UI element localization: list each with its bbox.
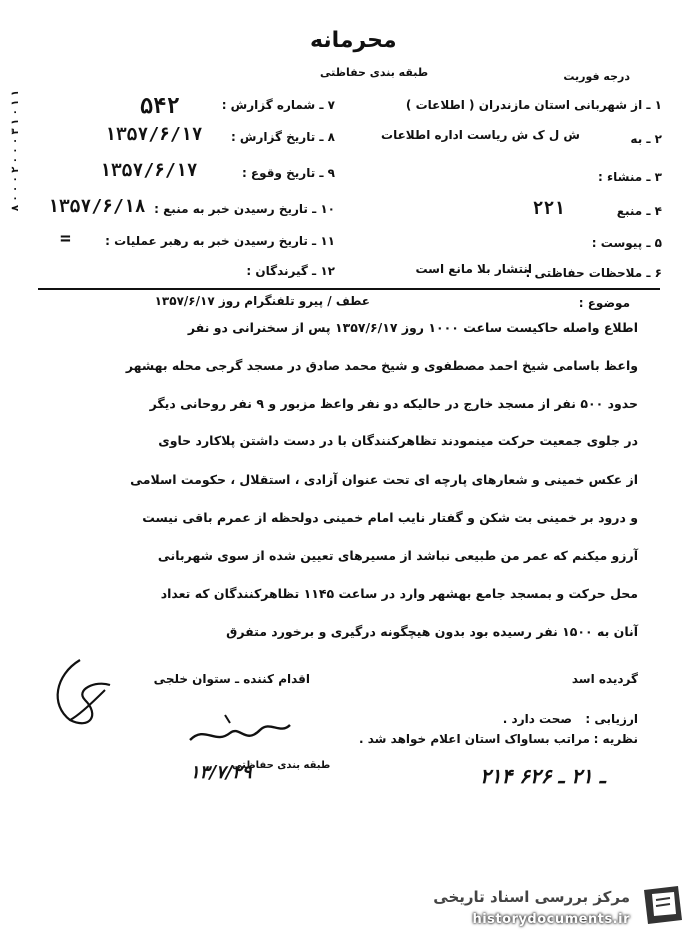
body-line: حدود ۵۰۰ نفر از مسجد خارج در حالیکه دو نفر واعظ مزبور و ۹ نفر روحانی دیگر bbox=[149, 396, 638, 411]
handwritten-signature bbox=[185, 705, 295, 755]
opinion-value: مراتب بساواک استان اعلام خواهد شد . bbox=[359, 732, 590, 746]
body-line: اطلاع واصله حاکیست ساعت ۱۰۰۰ روز ۱۳۵۷/۶/۱۷ پس از سخنرانی دو نفر bbox=[187, 320, 638, 335]
action-label: اقدام کننده ـ ستوان خلجی bbox=[153, 672, 310, 686]
field-report-date-value: ۱۳۵۷/۶/۱۷ bbox=[105, 124, 203, 145]
body-line: آرزو میکنم که عمر من طبیعی نباشد از مسیرهای تعیین شده از سوی شهربانی bbox=[157, 548, 638, 563]
class-label: طبقه بندی حفاظتی bbox=[320, 66, 429, 79]
class-stamp: طبقه بندی حفاظتی bbox=[232, 760, 331, 771]
archive-number: ۲۱۴ ـ ۲۱ ـ ۶۲۶ bbox=[480, 764, 606, 788]
field-from: ۱ ـ از شهربانی استان مازندران ( اطلاعات ) bbox=[405, 98, 662, 112]
handwritten-date: ۱۳/۷/۲۹ bbox=[190, 762, 252, 783]
field-security-label: ۶ ـ ملاحظات حفاظتی : bbox=[525, 266, 662, 280]
field-event-date-value: ۱۳۵۷/۶/۱۷ bbox=[100, 160, 198, 181]
field-ops-date-label: ۱۱ ـ تاریخ رسیدن خبر به رهبر عملیات : bbox=[105, 234, 335, 248]
body-line: و درود بر خمینی بت شکن و گفتار نایب امام خمینی دولحظه از عمرم باقی نیست bbox=[142, 510, 638, 525]
assessment-label: ارزیابی : bbox=[585, 712, 638, 726]
side-stamp: ۸ ۰ ۰ ۰ ۲ ۰ ۰ ۰ ۳ ۱ ۰ ۱ ۱ bbox=[10, 90, 21, 212]
body-line: محل حرکت و بمسجد جامع بهشهر وارد در ساعت ۱۱۴۵ تظاهرکنندگان که تعداد bbox=[160, 586, 638, 601]
field-event-date-label: ۹ ـ تاریخ وقوع : bbox=[241, 166, 335, 180]
field-origin: ۳ ـ منشاء : bbox=[598, 170, 662, 184]
field-report-date-label: ۸ ـ تاریخ گزارش : bbox=[230, 130, 335, 144]
field-attachment: ۵ ـ پیوست : bbox=[591, 236, 662, 250]
body-line: آنان به ۱۵۰۰ نفر رسیده بود بدون هیچگونه درگیری و برخورد متفرق bbox=[226, 624, 638, 639]
opinion-label: نظریه : bbox=[593, 732, 638, 746]
classification-title: محرمانه bbox=[310, 28, 397, 53]
watermark-url[interactable]: historydocuments.ir bbox=[472, 912, 630, 927]
field-report-number-label: ۷ ـ شماره گزارش : bbox=[221, 98, 335, 112]
signature-scribble bbox=[40, 655, 120, 735]
field-report-number-value: ۵۴۲ bbox=[140, 94, 180, 119]
field-to-value: ش ل ک ش ریاست اداره اطلاعات bbox=[381, 128, 580, 142]
body-line: در جلوی جمعیت حرکت مینمودند تظاهرکنندگان با در دست داشتن پلاکارد حاوی bbox=[158, 433, 638, 448]
assessment-value: صحت دارد . bbox=[502, 712, 572, 726]
field-news-date-label: ۱۰ ـ تاریخ رسیدن خبر به منبع : bbox=[154, 202, 335, 216]
field-recipients: ۱۲ ـ گیرندگان : bbox=[246, 264, 335, 278]
field-ops-date-value: = bbox=[60, 228, 71, 249]
subject-ref: عطف / پیرو تلفنگرام روز ۱۳۵۷/۶/۱۷ bbox=[154, 294, 370, 308]
field-security-value: انتشار بلا مانع است bbox=[415, 262, 532, 276]
archive-logo-icon bbox=[638, 880, 686, 928]
priority-label: درجه فوریت bbox=[563, 70, 630, 83]
subject-label: موضوع : bbox=[578, 296, 630, 310]
divider bbox=[38, 288, 660, 290]
field-to-label: ۲ ـ به bbox=[630, 132, 662, 146]
watermark-name: مرکز بررسی اسناد تاریخی bbox=[433, 888, 630, 906]
grade-label: گردیده اسد bbox=[571, 672, 638, 686]
body-line: واعظ باسامی شیخ احمد مصطفوی و شیخ محمد صادق در مسجد گرجی محله بهشهر bbox=[125, 358, 638, 373]
field-source-value: ۲۲۱ bbox=[532, 198, 565, 219]
field-news-date-value: ۱۳۵۷/۶/۱۸ bbox=[48, 196, 146, 217]
body-line: از عکس خمینی و شعارهای پارچه ای تحت عنوان آزادی ، استقلال ، حکومت اسلامی bbox=[130, 472, 638, 487]
field-source-label: ۴ ـ منبع bbox=[616, 204, 662, 218]
